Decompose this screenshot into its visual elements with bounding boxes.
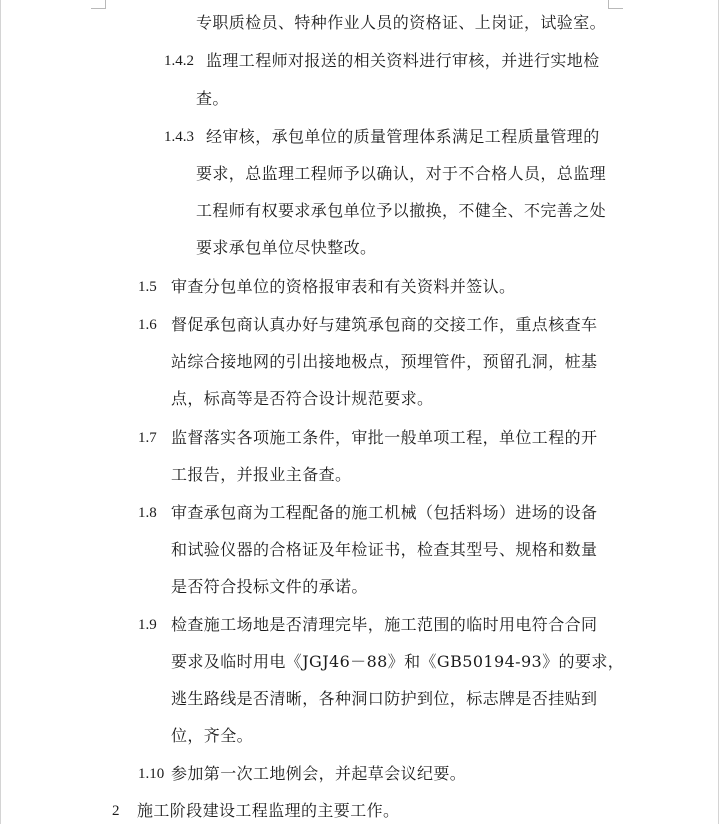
paragraph-line: 要求及临时用电《JGJ46－88》和《GB50194-93》的要求， — [171, 652, 625, 671]
section-number: 1.9 — [138, 617, 157, 633]
section-number: 1.6 — [138, 317, 157, 333]
page-corner-mark-right — [608, 0, 623, 9]
paragraph-line: 点，标高等是否符合设计规范要求。 — [171, 389, 434, 408]
paragraph-line: 要求，总监理工程师予以确认，对于不合格人员，总监理 — [196, 164, 607, 183]
paragraph-line: 审查分包单位的资格报审表和有关资料并签认。 — [171, 277, 516, 296]
section-number: 2 — [112, 803, 120, 819]
paragraph-line: 专职质检员、特种作业人员的资格证、上岗证，试验室。 — [196, 13, 607, 32]
page-corner-mark-left — [91, 0, 106, 9]
section-number: 1.4.3 — [164, 129, 194, 145]
paragraph-line: 要求承包单位尽快整改。 — [196, 238, 377, 257]
paragraph-line: 检查施工场地是否清理完毕，施工范围的临时用电符合合同 — [171, 615, 598, 634]
paragraph-line: 参加第一次工地例会，并起草会议纪要。 — [171, 764, 467, 783]
section-number: 1.10 — [138, 766, 165, 782]
paragraph-line: 和试验仪器的合格证及年检证书，检查其型号、规格和数量 — [171, 540, 598, 559]
paragraph-line: 督促承包商认真办好与建筑承包商的交接工作，重点核查车 — [171, 315, 598, 334]
section-number: 1.5 — [138, 279, 157, 295]
paragraph-line: 工程师有权要求承包单位予以撤换，不健全、不完善之处 — [196, 201, 607, 220]
paragraph-line: 位，齐全。 — [171, 726, 254, 745]
paragraph-line: 逃生路线是否清晰，各种洞口防护到位，标志牌是否挂贴到 — [171, 689, 598, 708]
paragraph-line: 工报告，并报业主备查。 — [171, 465, 352, 484]
section-heading: 施工阶段建设工程监理的主要工作。 — [137, 801, 400, 820]
paragraph-line: 经审核，承包单位的质量管理体系满足工程质量管理的 — [206, 127, 600, 146]
section-number: 1.8 — [138, 505, 157, 521]
section-number: 1.7 — [138, 430, 157, 446]
paragraph-line: 是否符合投标文件的承诺。 — [171, 577, 368, 596]
paragraph-line: 站综合接地网的引出接地极点，预埋管件，预留孔洞，桩基 — [171, 352, 598, 371]
paragraph-line: 审查承包商为工程配备的施工机械（包括料场）进场的设备 — [171, 503, 598, 522]
section-number: 1.4.2 — [164, 53, 194, 69]
paragraph-line: 监理工程师对报送的相关资料进行审核，并进行实地检 — [206, 51, 600, 70]
paragraph-line: 监督落实各项施工条件，审批一般单项工程，单位工程的开 — [171, 428, 598, 447]
paragraph-line: 查。 — [196, 89, 229, 108]
